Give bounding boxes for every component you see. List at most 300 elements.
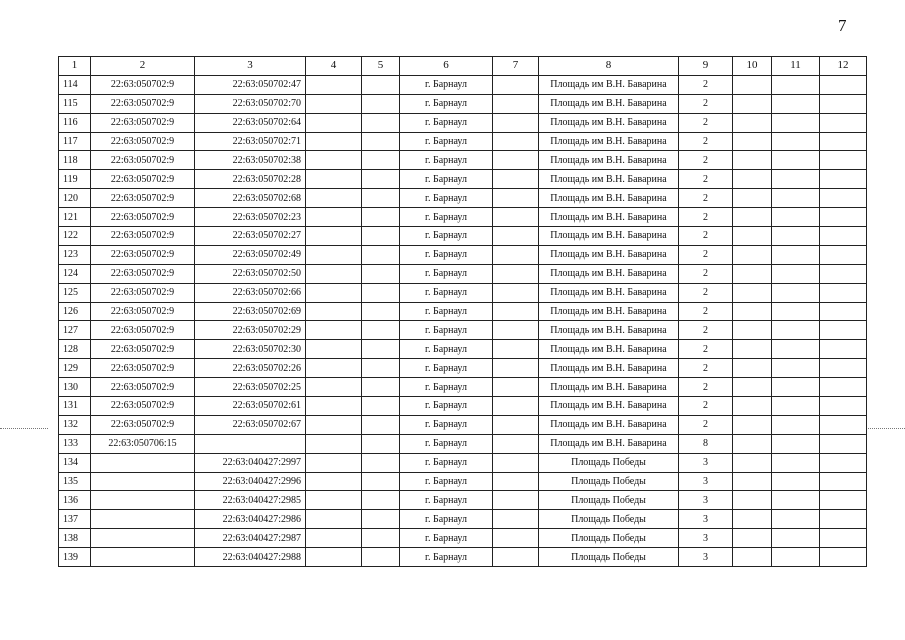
table-cell: 22:63:050702:9 xyxy=(91,94,195,113)
scan-artifact-line-right xyxy=(868,428,905,429)
table-row xyxy=(59,472,867,491)
table-cell: 2 xyxy=(679,378,733,397)
table-cell xyxy=(306,397,362,416)
table-cell xyxy=(493,208,539,227)
table-cell xyxy=(772,245,820,264)
table-cell xyxy=(362,453,400,472)
table-cell xyxy=(733,434,772,453)
table-cell xyxy=(362,434,400,453)
table-cell xyxy=(820,378,867,397)
table-cell: 3 xyxy=(679,453,733,472)
table-row xyxy=(59,208,867,227)
table-row xyxy=(59,302,867,321)
table-cell: Площадь Победы xyxy=(539,510,679,529)
table-cell: 125 xyxy=(59,283,91,302)
table-cell xyxy=(306,170,362,189)
table-cell: г. Барнаул xyxy=(400,415,493,434)
table-cell: Площадь им В.Н. Баварина xyxy=(539,208,679,227)
table-cell xyxy=(820,227,867,246)
table-cell: 117 xyxy=(59,132,91,151)
table-cell xyxy=(493,510,539,529)
table-cell xyxy=(493,453,539,472)
table-cell: 2 xyxy=(679,189,733,208)
table-cell xyxy=(306,94,362,113)
table-cell: 2 xyxy=(679,75,733,94)
table-cell: 22:63:050702:29 xyxy=(195,321,306,340)
table-cell: г. Барнаул xyxy=(400,340,493,359)
table-cell xyxy=(772,434,820,453)
table-cell xyxy=(306,208,362,227)
table-cell: 2 xyxy=(679,415,733,434)
column-header: 5 xyxy=(362,57,400,76)
table-cell: 22:63:050702:9 xyxy=(91,113,195,132)
table-cell: г. Барнаул xyxy=(400,321,493,340)
column-header: 6 xyxy=(400,57,493,76)
table-cell xyxy=(493,340,539,359)
table-cell: 22:63:050702:9 xyxy=(91,75,195,94)
table-cell: Площадь им В.Н. Баварина xyxy=(539,227,679,246)
table-cell xyxy=(772,227,820,246)
table-cell: г. Барнаул xyxy=(400,283,493,302)
table-row xyxy=(59,340,867,359)
table-cell xyxy=(493,113,539,132)
table-cell: 134 xyxy=(59,453,91,472)
table-cell: Площадь им В.Н. Баварина xyxy=(539,245,679,264)
table-cell: 22:63:050702:67 xyxy=(195,415,306,434)
table-cell xyxy=(493,359,539,378)
table-cell xyxy=(772,548,820,567)
table-cell xyxy=(820,283,867,302)
table-cell: Площадь им В.Н. Баварина xyxy=(539,302,679,321)
table-cell: 22:63:050702:64 xyxy=(195,113,306,132)
table-cell xyxy=(772,321,820,340)
table-cell: 22:63:050702:38 xyxy=(195,151,306,170)
table-cell: 22:63:040427:2996 xyxy=(195,472,306,491)
table-cell: 22:63:050702:27 xyxy=(195,227,306,246)
table-cell: Площадь Победы xyxy=(539,453,679,472)
table-cell xyxy=(306,321,362,340)
table-cell xyxy=(772,75,820,94)
table-cell: 114 xyxy=(59,75,91,94)
table-cell xyxy=(820,529,867,548)
table-cell xyxy=(820,302,867,321)
table-cell xyxy=(306,510,362,529)
table-cell xyxy=(772,510,820,529)
table-row xyxy=(59,94,867,113)
table-cell: 120 xyxy=(59,189,91,208)
table-cell: 129 xyxy=(59,359,91,378)
table-row xyxy=(59,510,867,529)
table-cell xyxy=(820,151,867,170)
table-cell xyxy=(306,415,362,434)
table-cell: 115 xyxy=(59,94,91,113)
table-cell xyxy=(733,75,772,94)
table-cell xyxy=(733,283,772,302)
table-cell: 22:63:050702:9 xyxy=(91,397,195,416)
table-cell xyxy=(493,491,539,510)
table-cell xyxy=(733,264,772,283)
table-cell xyxy=(493,245,539,264)
table-row xyxy=(59,434,867,453)
table-cell: 22:63:050702:9 xyxy=(91,283,195,302)
column-header: 10 xyxy=(733,57,772,76)
table-cell: г. Барнаул xyxy=(400,510,493,529)
table-cell: 119 xyxy=(59,170,91,189)
table-cell: 22:63:050702:61 xyxy=(195,397,306,416)
table-cell: 2 xyxy=(679,359,733,378)
table-cell: 2 xyxy=(679,340,733,359)
table-cell: 2 xyxy=(679,132,733,151)
table-cell: 22:63:040427:2987 xyxy=(195,529,306,548)
table-cell: 126 xyxy=(59,302,91,321)
table-cell xyxy=(820,397,867,416)
table-cell: 22:63:050702:66 xyxy=(195,283,306,302)
registry-table xyxy=(58,56,867,567)
table-cell xyxy=(772,529,820,548)
table-cell: 2 xyxy=(679,94,733,113)
table-row xyxy=(59,378,867,397)
table-cell xyxy=(306,359,362,378)
table-cell xyxy=(493,378,539,397)
table-cell: Площадь Победы xyxy=(539,491,679,510)
table-cell: 22:63:050702:9 xyxy=(91,340,195,359)
table-cell: 2 xyxy=(679,227,733,246)
table-cell: Площадь им В.Н. Баварина xyxy=(539,415,679,434)
table-cell: 22:63:050702:26 xyxy=(195,359,306,378)
table-row xyxy=(59,415,867,434)
table-cell xyxy=(306,340,362,359)
table-cell xyxy=(733,208,772,227)
table-row xyxy=(59,283,867,302)
table-cell xyxy=(362,321,400,340)
table-cell xyxy=(733,94,772,113)
table-row xyxy=(59,132,867,151)
table-cell xyxy=(306,245,362,264)
table-cell: 3 xyxy=(679,548,733,567)
table-cell: 22:63:050702:68 xyxy=(195,189,306,208)
table-cell xyxy=(733,321,772,340)
table-cell: 22:63:040427:2988 xyxy=(195,548,306,567)
table-cell: г. Барнаул xyxy=(400,491,493,510)
table-row xyxy=(59,170,867,189)
table-cell: 137 xyxy=(59,510,91,529)
table-cell: Площадь им В.Н. Баварина xyxy=(539,113,679,132)
table-cell xyxy=(733,340,772,359)
table-cell xyxy=(733,113,772,132)
table-cell: 3 xyxy=(679,510,733,529)
table-cell: 22:63:040427:2985 xyxy=(195,491,306,510)
table-cell: 22:63:050702:9 xyxy=(91,151,195,170)
table-cell xyxy=(306,491,362,510)
table-cell: Площадь им В.Н. Баварина xyxy=(539,94,679,113)
table-cell xyxy=(772,113,820,132)
table-cell xyxy=(820,170,867,189)
table-cell xyxy=(493,472,539,491)
table-cell xyxy=(733,227,772,246)
column-header: 8 xyxy=(539,57,679,76)
table-cell: 2 xyxy=(679,208,733,227)
column-header: 4 xyxy=(306,57,362,76)
table-cell xyxy=(772,491,820,510)
table-cell: 22:63:050702:9 xyxy=(91,302,195,321)
table-row xyxy=(59,75,867,94)
table-cell xyxy=(772,397,820,416)
table-cell xyxy=(362,397,400,416)
table-cell: 2 xyxy=(679,245,733,264)
table-cell: 2 xyxy=(679,397,733,416)
table-cell xyxy=(733,415,772,434)
table-cell: 22:63:050702:71 xyxy=(195,132,306,151)
table-cell xyxy=(493,529,539,548)
table-cell: Площадь им В.Н. Баварина xyxy=(539,151,679,170)
table-cell: 130 xyxy=(59,378,91,397)
table-cell: 3 xyxy=(679,472,733,491)
table-cell: 132 xyxy=(59,415,91,434)
table-cell: г. Барнаул xyxy=(400,208,493,227)
table-cell: 22:63:050702:47 xyxy=(195,75,306,94)
table-cell xyxy=(733,548,772,567)
table-cell: г. Барнаул xyxy=(400,170,493,189)
table-cell xyxy=(772,132,820,151)
table-cell xyxy=(306,378,362,397)
table-cell: 128 xyxy=(59,340,91,359)
table-cell: 2 xyxy=(679,170,733,189)
table-cell: Площадь Победы xyxy=(539,529,679,548)
table-cell: 22:63:050702:9 xyxy=(91,359,195,378)
table-cell xyxy=(362,245,400,264)
table-row xyxy=(59,264,867,283)
table-cell: 22:63:050702:9 xyxy=(91,264,195,283)
table-cell xyxy=(733,302,772,321)
table-cell xyxy=(772,208,820,227)
table-cell: 22:63:050702:28 xyxy=(195,170,306,189)
table-cell xyxy=(306,75,362,94)
table-cell xyxy=(493,94,539,113)
table-row xyxy=(59,189,867,208)
table-cell xyxy=(91,548,195,567)
table-cell: Площадь им В.Н. Баварина xyxy=(539,283,679,302)
table-cell xyxy=(733,491,772,510)
table-cell: г. Барнаул xyxy=(400,245,493,264)
table-row xyxy=(59,529,867,548)
table-cell: 135 xyxy=(59,472,91,491)
table-cell xyxy=(306,453,362,472)
table-cell: 22:63:050702:23 xyxy=(195,208,306,227)
table-cell: 124 xyxy=(59,264,91,283)
table-cell: 22:63:050702:9 xyxy=(91,415,195,434)
table-cell xyxy=(362,415,400,434)
table-cell xyxy=(820,189,867,208)
table-cell xyxy=(820,113,867,132)
table-cell xyxy=(733,132,772,151)
table-cell xyxy=(306,283,362,302)
table-row xyxy=(59,548,867,567)
table-body xyxy=(59,57,867,567)
table-cell xyxy=(306,227,362,246)
table-cell xyxy=(362,132,400,151)
table-cell: Площадь им В.Н. Баварина xyxy=(539,434,679,453)
table-row xyxy=(59,227,867,246)
table-cell: 118 xyxy=(59,151,91,170)
column-header: 2 xyxy=(91,57,195,76)
table-cell: Площадь им В.Н. Баварина xyxy=(539,359,679,378)
table-cell: Площадь Победы xyxy=(539,472,679,491)
table-row xyxy=(59,359,867,378)
table-cell: 127 xyxy=(59,321,91,340)
table-cell xyxy=(493,321,539,340)
table-row xyxy=(59,453,867,472)
table-cell xyxy=(820,321,867,340)
table-row xyxy=(59,245,867,264)
table-cell: 22:63:040427:2997 xyxy=(195,453,306,472)
table-cell: 22:63:050702:49 xyxy=(195,245,306,264)
table-cell: 139 xyxy=(59,548,91,567)
table-cell xyxy=(733,397,772,416)
table-cell xyxy=(493,397,539,416)
column-header: 11 xyxy=(772,57,820,76)
table-cell: Площадь им В.Н. Баварина xyxy=(539,264,679,283)
table-cell xyxy=(820,340,867,359)
table-cell xyxy=(306,434,362,453)
column-header: 7 xyxy=(493,57,539,76)
table-cell xyxy=(493,548,539,567)
table-cell: 121 xyxy=(59,208,91,227)
table-cell xyxy=(362,359,400,378)
table-cell: 22:63:050702:9 xyxy=(91,189,195,208)
table-cell xyxy=(362,283,400,302)
table-cell: 2 xyxy=(679,283,733,302)
table-cell xyxy=(362,227,400,246)
table-cell xyxy=(493,189,539,208)
table-cell: г. Барнаул xyxy=(400,94,493,113)
table-cell: 22:63:050702:30 xyxy=(195,340,306,359)
table-row xyxy=(59,151,867,170)
table-cell: г. Барнаул xyxy=(400,472,493,491)
table-cell: 2 xyxy=(679,151,733,170)
table-cell: 22:63:050702:9 xyxy=(91,132,195,151)
table-cell xyxy=(733,170,772,189)
table-cell xyxy=(306,113,362,132)
table-cell: Площадь им В.Н. Баварина xyxy=(539,340,679,359)
table-cell xyxy=(362,208,400,227)
table-cell xyxy=(820,434,867,453)
table-cell: г. Барнаул xyxy=(400,434,493,453)
table-cell xyxy=(362,264,400,283)
table-cell: 2 xyxy=(679,321,733,340)
table-cell: 3 xyxy=(679,529,733,548)
table-cell xyxy=(820,94,867,113)
table-cell: 22:63:040427:2986 xyxy=(195,510,306,529)
scan-artifact-line-left xyxy=(0,428,48,429)
table-cell xyxy=(772,359,820,378)
table-cell xyxy=(772,264,820,283)
table-cell: г. Барнаул xyxy=(400,302,493,321)
table-cell: 2 xyxy=(679,113,733,132)
table-cell: г. Барнаул xyxy=(400,359,493,378)
table-cell: 8 xyxy=(679,434,733,453)
table-cell: 22:63:050702:9 xyxy=(91,208,195,227)
table-cell xyxy=(820,132,867,151)
table-cell xyxy=(493,75,539,94)
table-cell xyxy=(772,415,820,434)
table-cell xyxy=(820,510,867,529)
table-cell: г. Барнаул xyxy=(400,453,493,472)
table-cell xyxy=(195,434,306,453)
table-cell: г. Барнаул xyxy=(400,113,493,132)
table-cell xyxy=(820,359,867,378)
table-cell: г. Барнаул xyxy=(400,548,493,567)
table-cell: 122 xyxy=(59,227,91,246)
table-cell xyxy=(493,434,539,453)
table-cell xyxy=(362,378,400,397)
table-cell xyxy=(733,472,772,491)
table-cell: Площадь им В.Н. Баварина xyxy=(539,75,679,94)
table-cell xyxy=(772,378,820,397)
table-cell xyxy=(772,472,820,491)
table-cell: 3 xyxy=(679,491,733,510)
table-cell xyxy=(820,415,867,434)
column-header: 3 xyxy=(195,57,306,76)
table-cell xyxy=(733,245,772,264)
page-number: 7 xyxy=(838,16,847,35)
table-cell xyxy=(772,189,820,208)
table-cell xyxy=(733,189,772,208)
table-cell: Площадь им В.Н. Баварина xyxy=(539,132,679,151)
table-cell: Площадь им В.Н. Баварина xyxy=(539,397,679,416)
table-cell xyxy=(733,151,772,170)
table-cell xyxy=(772,340,820,359)
table-cell xyxy=(362,94,400,113)
table-cell xyxy=(306,548,362,567)
table-row xyxy=(59,113,867,132)
table-cell xyxy=(362,113,400,132)
table-cell xyxy=(362,151,400,170)
table-cell xyxy=(820,472,867,491)
table-cell xyxy=(306,264,362,283)
table-cell: 22:63:050702:70 xyxy=(195,94,306,113)
table-cell xyxy=(733,529,772,548)
table-cell xyxy=(820,264,867,283)
table-cell xyxy=(820,208,867,227)
table-cell: 22:63:050702:9 xyxy=(91,378,195,397)
table-cell: г. Барнаул xyxy=(400,189,493,208)
table-cell xyxy=(362,529,400,548)
table-cell xyxy=(820,245,867,264)
table-cell: 22:63:050702:9 xyxy=(91,170,195,189)
table-row xyxy=(59,321,867,340)
table-cell xyxy=(493,227,539,246)
table-cell xyxy=(772,170,820,189)
table-cell: Площадь им В.Н. Баварина xyxy=(539,170,679,189)
table-cell xyxy=(306,302,362,321)
table-cell xyxy=(820,453,867,472)
table-cell xyxy=(306,132,362,151)
table-cell xyxy=(772,302,820,321)
table-cell xyxy=(493,415,539,434)
table-cell xyxy=(362,189,400,208)
table-cell xyxy=(91,453,195,472)
table-cell xyxy=(362,75,400,94)
table-cell: 22:63:050702:9 xyxy=(91,321,195,340)
table-cell xyxy=(306,151,362,170)
table-cell: 133 xyxy=(59,434,91,453)
table-cell xyxy=(362,548,400,567)
table-cell: 123 xyxy=(59,245,91,264)
table-row xyxy=(59,491,867,510)
table-cell xyxy=(91,491,195,510)
table-cell: 22:63:050702:50 xyxy=(195,264,306,283)
table-cell xyxy=(733,378,772,397)
